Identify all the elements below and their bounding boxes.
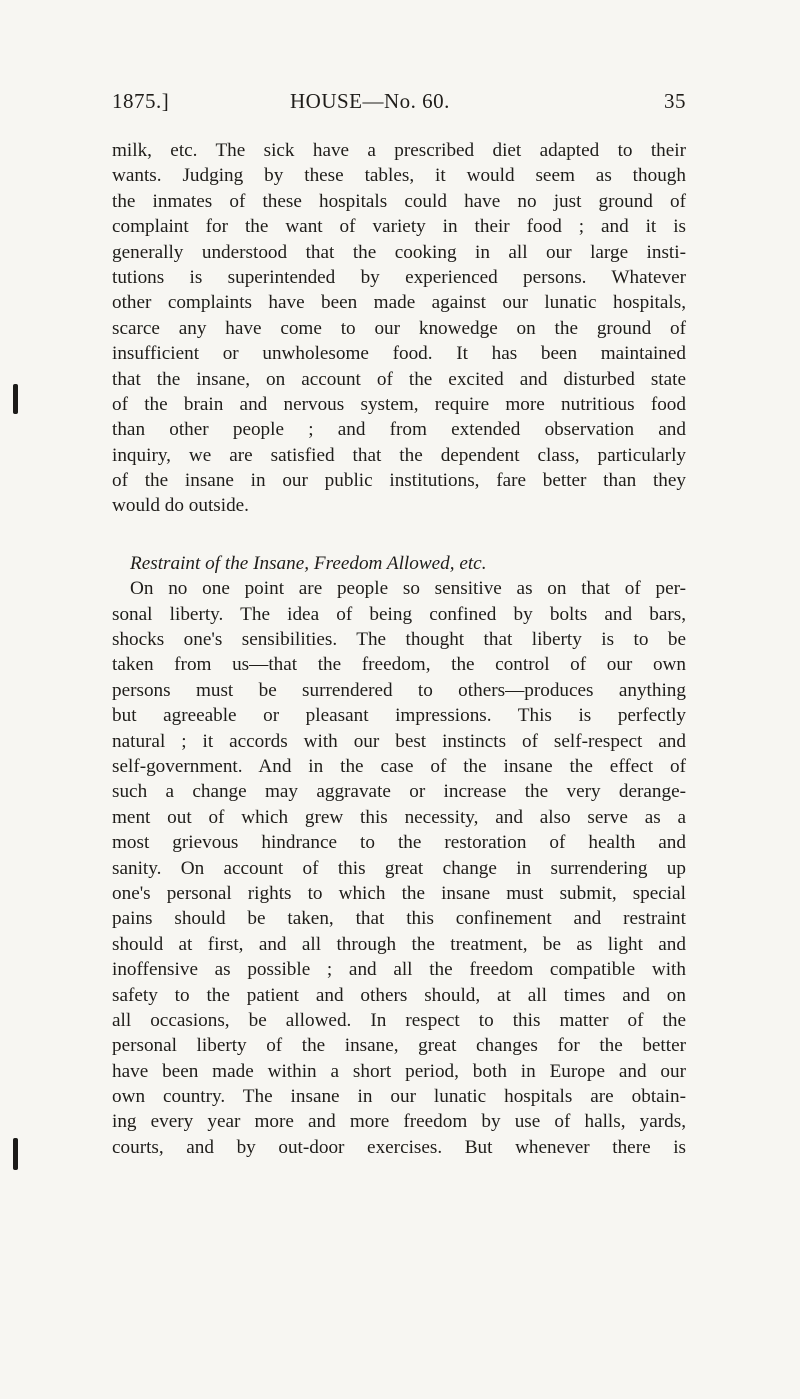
text-line: but agreeable or pleasant impressions. This is perfectly — [112, 705, 686, 727]
text-line: scarce any have come to our knowedge on the ground of — [112, 317, 686, 339]
binding-mark — [13, 1138, 18, 1170]
text-line: the inmates of these hospitals could have no just ground of — [112, 190, 686, 212]
text-line: complaint for the want of variety in their food ; and it is — [112, 216, 686, 238]
text-line: ment out of which grew this necessity, and also serve as a — [112, 806, 686, 828]
text-line: courts, and by out-door exercises. But whenever there is — [112, 1136, 686, 1158]
header-year: 1875.] — [112, 89, 170, 113]
text-line: of the brain and nervous system, require more nutritious food — [112, 393, 686, 415]
text-line: persons must be surrendered to others—produces anything — [112, 679, 686, 701]
text-line: self-government. And in the case of the insane the effect of — [112, 755, 686, 777]
paragraph-restraint — [112, 576, 686, 1160]
text-line: should at first, and all through the treatment, be as light and — [112, 933, 686, 955]
text-line: On no one point are people so sensitive as on that of per- — [130, 578, 686, 600]
text-line: insufficient or unwholesome food. It has been maintained — [112, 343, 686, 365]
text-line: ing every year more and more freedom by use of halls, yards, — [112, 1111, 686, 1133]
text-line: than other people ; and from extended observation and — [112, 419, 686, 441]
section-heading: Restraint of the Insane, Freedom Allowed, etc. — [130, 552, 487, 574]
header-title: HOUSE—No. 60. — [290, 89, 450, 113]
text-line: tutions is superintended by experienced persons. Whatever — [112, 266, 686, 288]
text-line: such a change may aggravate or increase the very derange- — [112, 781, 686, 803]
text-line: wants. Judging by these tables, it would seem as though — [112, 165, 686, 187]
text-line: all occasions, be allowed. In respect to this matter of the — [112, 1009, 686, 1031]
text-line: taken from us—that the freedom, the control of our own — [112, 654, 686, 676]
text-line: generally understood that the cooking in all our large insti- — [112, 241, 686, 263]
text-line: sonal liberty. The idea of being confined by bolts and bars, — [112, 603, 686, 625]
text-line: inoffensive as possible ; and all the freedom compatible with — [112, 959, 686, 981]
text-line: that the insane, on account of the excited and disturbed state — [112, 368, 686, 390]
text-line: natural ; it accords with our best instincts of self-respect and — [112, 730, 686, 752]
text-line: other complaints have been made against our lunatic hospitals, — [112, 292, 686, 314]
running-header — [112, 86, 686, 116]
text-line: shocks one's sensibilities. The thought that liberty is to be — [112, 629, 686, 651]
text-line: most grievous hindrance to the restoration of health and — [112, 832, 686, 854]
text-line: would do outside. — [112, 495, 249, 517]
text-line: pains should be taken, that this confinement and restraint — [112, 908, 686, 930]
text-line: inquiry, we are satisfied that the dependent class, particularly — [112, 444, 686, 466]
text-line: personal liberty of the insane, great changes for the better — [112, 1035, 686, 1057]
text-line: sanity. On account of this great change in surrendering up — [112, 857, 686, 879]
text-line: one's personal rights to which the insane must submit, special — [112, 882, 686, 904]
text-line: have been made within a short period, both in Europe and our — [112, 1060, 686, 1082]
text-line: safety to the patient and others should, at all times and on — [112, 984, 686, 1006]
page-number: 35 — [664, 89, 686, 113]
paragraph-diet — [112, 138, 686, 519]
binding-mark — [13, 384, 18, 414]
text-line: of the insane in our public institutions, fare better than they — [112, 470, 686, 492]
text-line: milk, etc. The sick have a prescribed diet adapted to their — [112, 140, 686, 161]
body-text — [112, 138, 686, 1160]
text-line: own country. The insane in our lunatic hospitals are obtain- — [112, 1086, 686, 1108]
